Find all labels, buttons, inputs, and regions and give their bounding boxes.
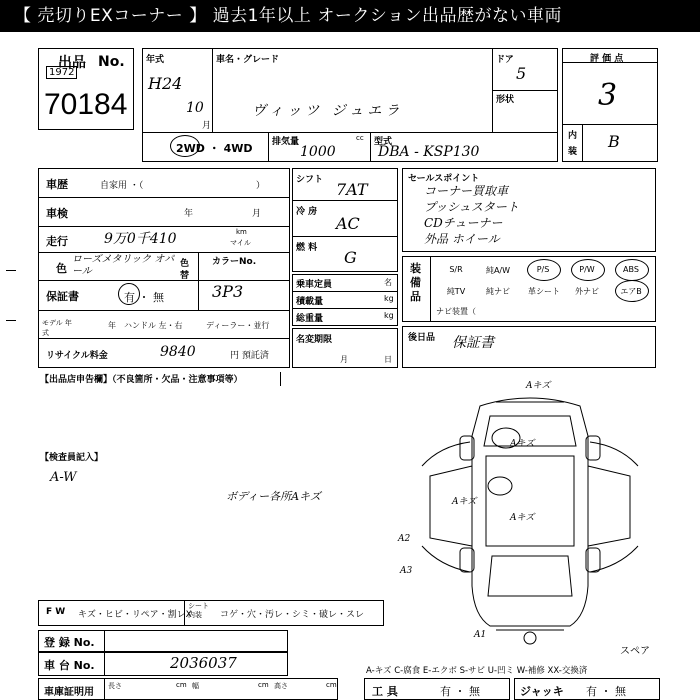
model-year-year: 年 bbox=[108, 321, 116, 330]
shift-label: シフト bbox=[296, 175, 324, 185]
diagram-mark-4: Aキズ bbox=[510, 513, 535, 523]
diagram-mark-7: A1 bbox=[474, 630, 487, 640]
cc-unit: cc bbox=[356, 134, 364, 142]
name-label: 車名・グレード bbox=[216, 55, 280, 65]
drive-label: 2WD ・ 4WD bbox=[176, 142, 253, 155]
dealer: ディーラー・並行 bbox=[206, 321, 270, 330]
color-label: 色 bbox=[56, 262, 67, 275]
notes-label: 【出品店申告欄】（不良箇所・欠品・注意事項等） bbox=[40, 375, 243, 385]
equip-sr: S/R bbox=[449, 265, 463, 274]
lot-number: 70184 bbox=[44, 88, 128, 121]
equip-ps: P/S bbox=[536, 265, 550, 274]
history-close: ） bbox=[256, 181, 266, 191]
mile-label: マイル bbox=[230, 239, 251, 247]
gross-unit: kg bbox=[384, 311, 394, 320]
equip-airbag: エアB bbox=[620, 287, 642, 296]
shape-label: 形状 bbox=[496, 95, 515, 105]
color-no-label: カラーNo. bbox=[212, 257, 257, 267]
later-label: 後日品 bbox=[408, 333, 436, 343]
regdead-unit: 月 bbox=[340, 355, 348, 364]
fuel-label: 燃 料 bbox=[296, 243, 318, 253]
equipment-label: 装 備 品 bbox=[410, 262, 421, 303]
load-label: 積載量 bbox=[296, 297, 324, 307]
diagram-mark-6: A3 bbox=[400, 566, 413, 576]
inspection-month: 月 bbox=[252, 209, 262, 219]
sales-label: セールスポイント bbox=[408, 174, 480, 184]
regdead-label: 名変期限 bbox=[296, 335, 333, 345]
diagram-mark-5: A2 bbox=[398, 534, 411, 544]
door-label: ドア bbox=[496, 55, 514, 65]
inspector-note1: A-W bbox=[50, 470, 77, 485]
inspection-year: 年 bbox=[184, 209, 194, 219]
fuel-value: G bbox=[344, 248, 357, 267]
garage-height: 高さ bbox=[274, 682, 288, 690]
equip-abs: ABS bbox=[623, 265, 639, 274]
score-value: 3 bbox=[598, 78, 618, 113]
later-box bbox=[402, 326, 656, 368]
garage-length: 長さ bbox=[108, 682, 122, 690]
tools-label: 工 具 bbox=[372, 685, 398, 698]
cc-value: 1000 bbox=[300, 144, 336, 160]
lot-label-no: No. bbox=[98, 54, 125, 70]
capacity-label: 乗車定員 bbox=[296, 280, 333, 290]
handle: ハンドル 左・右 bbox=[124, 321, 183, 330]
inspector-label: 【検査員記入】 bbox=[40, 453, 104, 463]
later-value: 保証書 bbox=[452, 335, 494, 351]
load-unit: kg bbox=[384, 294, 394, 303]
sales-line-2: プッシュスタート bbox=[424, 200, 519, 214]
year-label: 年式 bbox=[146, 55, 165, 65]
sales-line-3: CDチューナー bbox=[424, 216, 503, 230]
chassis-label: 車 台 No. bbox=[44, 659, 95, 672]
interior-value: B bbox=[608, 132, 620, 151]
equip-extnavi: 外ナビ bbox=[575, 287, 599, 296]
color-value: ローズメタリック オパール bbox=[72, 254, 175, 277]
recycle-value: 9840 bbox=[160, 344, 196, 360]
seat-label: シート 内装 bbox=[188, 602, 209, 619]
equip-aw: 純A/W bbox=[485, 266, 511, 275]
history-options: 自家用 ・（ bbox=[100, 181, 144, 191]
fw-options: キズ・ヒビ・リペア・割レX bbox=[78, 610, 192, 620]
diagram-spare: スペア bbox=[620, 646, 650, 657]
ac-label: 冷 房 bbox=[296, 207, 318, 217]
name-value: ヴィッツ ジュエラ bbox=[252, 103, 404, 119]
recycle-unit: 円 預託済 bbox=[230, 351, 269, 361]
garage-cm3: cm bbox=[326, 681, 337, 689]
jack-options: 有 ・ 無 bbox=[586, 685, 626, 698]
color-no-value: 3P3 bbox=[212, 282, 244, 301]
diagram-mark-3: Aキズ bbox=[452, 497, 477, 507]
tools-options: 有 ・ 無 bbox=[440, 685, 480, 698]
model-year-label: モデル 年式 bbox=[42, 319, 72, 337]
sales-line-1: コーナー買取車 bbox=[424, 184, 509, 198]
garage-cm1: cm bbox=[176, 681, 187, 689]
equip-pw: P/W bbox=[579, 265, 595, 274]
equip-tv: 純TV bbox=[446, 287, 466, 296]
fw-label: F W bbox=[46, 607, 66, 617]
interior-label1: 内 bbox=[568, 131, 578, 141]
garage-cm2: cm bbox=[258, 681, 269, 689]
warranty-circle bbox=[118, 283, 140, 305]
recycle-label: リサイクル料金 bbox=[46, 351, 108, 361]
history-label: 車歴 bbox=[46, 178, 68, 191]
jack-label: ジャッキ bbox=[520, 685, 564, 698]
equip-navi-device: ナビ装置（ bbox=[436, 307, 476, 316]
mileage-value: 9万0千410 bbox=[104, 231, 177, 247]
warranty-label: 保証書 bbox=[46, 290, 79, 303]
shift-value: 7AT bbox=[336, 180, 368, 199]
capacity-unit: 名 bbox=[384, 278, 392, 287]
cc-label: 排気量 bbox=[272, 137, 300, 147]
model-value: DBA - KSP130 bbox=[378, 144, 480, 160]
diagram-mark-2: Aキズ bbox=[510, 439, 535, 449]
ac-value: AC bbox=[336, 214, 360, 233]
door-value: 5 bbox=[516, 64, 527, 83]
model-label: 型式 bbox=[374, 137, 393, 147]
equip-leather: 革シート bbox=[528, 287, 560, 296]
diagram-mark-1: Aキズ bbox=[526, 381, 551, 391]
score-label: 評 価 点 bbox=[590, 54, 624, 64]
month-label: 月 bbox=[202, 121, 212, 131]
chassis-value: 2036037 bbox=[170, 654, 237, 672]
inspection-label: 車検 bbox=[46, 207, 68, 220]
drive-circle bbox=[170, 135, 200, 157]
mileage-label: 走行 bbox=[46, 235, 68, 248]
banner: 【 売切りEXコーナー 】 過去1年以上 オークション出品歴がない車両 bbox=[0, 0, 700, 32]
regdead-day: 日 bbox=[384, 355, 392, 364]
color-change1: 色 bbox=[180, 259, 190, 269]
interior-label2: 装 bbox=[568, 147, 578, 157]
sales-line-4: 外品 ホイール bbox=[424, 232, 500, 246]
km-label: km bbox=[236, 228, 247, 236]
warranty-options: 有 ・ 無 bbox=[124, 291, 164, 304]
lot-small-code: 1972 bbox=[46, 66, 77, 79]
equip-navi: 純ナビ bbox=[486, 287, 510, 296]
garage-label: 車庫証明用 bbox=[44, 687, 94, 698]
color-change2: 替 bbox=[180, 271, 190, 281]
month-value: 10 bbox=[186, 100, 204, 116]
lot-label-out: 出品 bbox=[58, 55, 86, 71]
damage-legend: A-キズ C-腐食 E-エクボ S-サビ U-凹ミ W-補修 XX-交換済 bbox=[366, 666, 588, 676]
gross-label: 総重量 bbox=[296, 314, 324, 324]
year-value: H24 bbox=[148, 74, 183, 93]
reg-label: 登 録 No. bbox=[44, 636, 95, 649]
inspector-note2: ボディー各所Aキズ bbox=[226, 490, 321, 503]
garage-width: 幅 bbox=[192, 682, 199, 690]
seat-options: コゲ・穴・汚レ・シミ・破レ・スレ bbox=[220, 610, 365, 620]
